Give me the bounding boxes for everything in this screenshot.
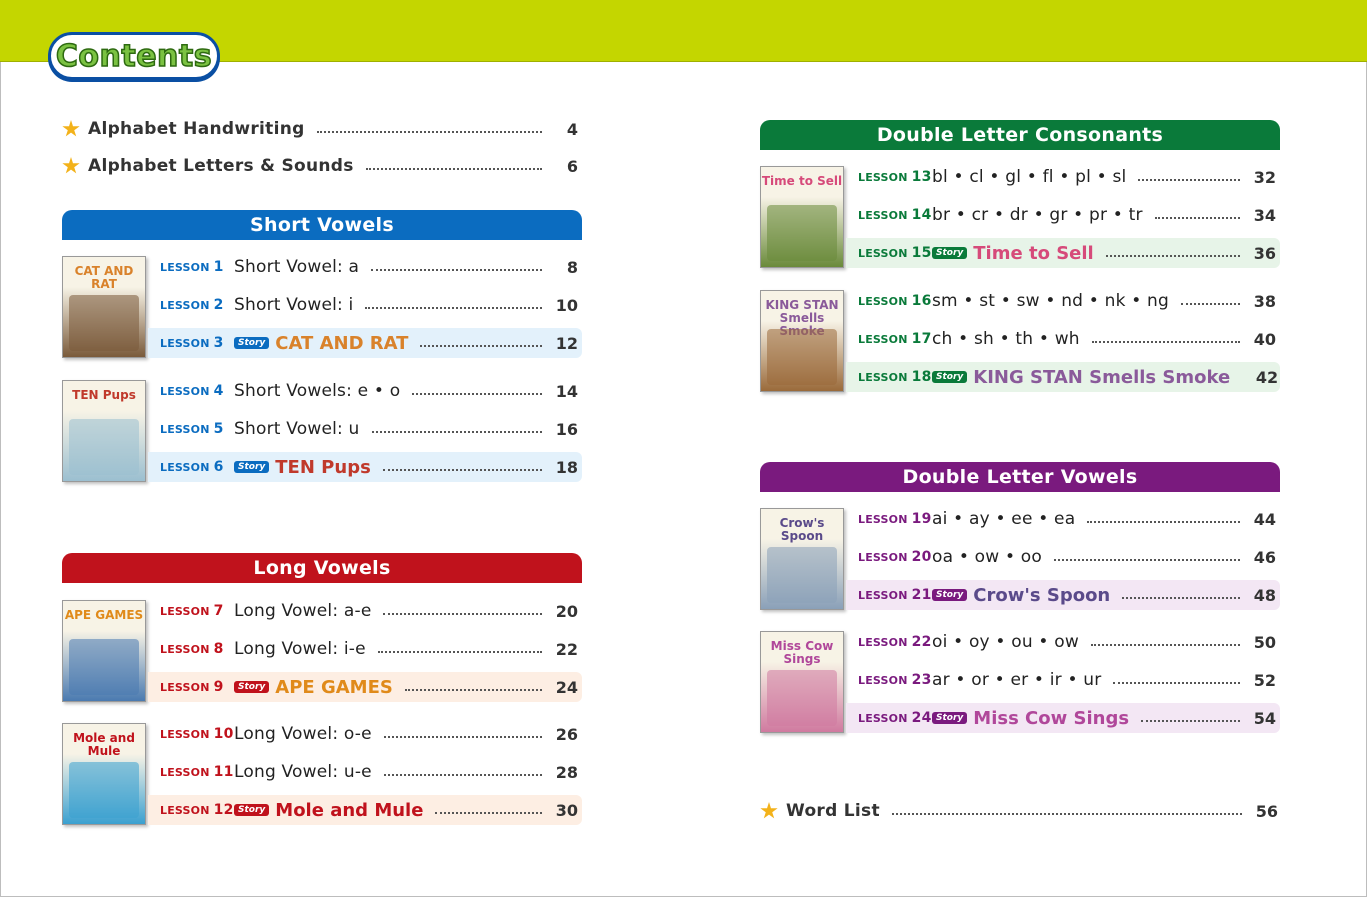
lesson-label [160, 297, 226, 313]
lesson-word: LESSON [858, 333, 908, 346]
dot-leader [384, 774, 542, 776]
book-cover [760, 508, 844, 610]
story-badge: Story [234, 804, 269, 816]
lesson-title: br • cr • dr • gr • pr • tr [932, 205, 1143, 225]
lesson-number: 17 [911, 331, 932, 347]
lesson-page: 48 [1253, 585, 1276, 605]
lesson-number: 10 [213, 726, 234, 742]
lesson-word: LESSON [160, 299, 210, 312]
dot-leader [372, 431, 542, 433]
lesson-label [160, 259, 226, 275]
lesson-row-story[interactable] [148, 328, 582, 358]
dot-leader [1091, 644, 1240, 646]
dot-leader [365, 307, 542, 309]
lesson-page: 12 [555, 333, 578, 353]
lesson-row[interactable] [846, 200, 1280, 230]
dot-leader [383, 613, 542, 615]
book-cover-title: Miss Cow Sings [770, 639, 834, 667]
lesson-page: 46 [1253, 547, 1276, 567]
lesson-label [160, 679, 226, 695]
section-header [62, 553, 582, 583]
lesson-label [160, 726, 234, 742]
lesson-label [160, 459, 226, 475]
lesson-word: LESSON [160, 643, 210, 656]
lesson-page: 36 [1253, 243, 1276, 263]
lesson-row-story[interactable] [846, 238, 1280, 268]
lesson-page: 44 [1253, 509, 1276, 529]
dot-leader [384, 736, 542, 738]
lesson-row[interactable] [846, 504, 1280, 534]
story-title: KING STAN Smells Smoke [973, 366, 1231, 388]
dot-leader [1181, 303, 1240, 305]
lesson-label [858, 293, 932, 309]
story-title: Crow's Spoon [973, 584, 1111, 606]
contents-badge [48, 32, 220, 80]
section-title: Short Vowels [250, 214, 394, 236]
lesson-page: 28 [555, 762, 578, 782]
lesson-label [858, 634, 932, 650]
lesson-number: 2 [213, 297, 224, 313]
book-cover-illustration [69, 419, 139, 475]
lesson-title: ai • ay • ee • ea [932, 509, 1076, 529]
dot-leader [1087, 521, 1240, 523]
lesson-label [160, 764, 234, 780]
section-title: Long Vowels [253, 557, 391, 579]
lesson-label [160, 802, 234, 818]
lesson-label [858, 169, 932, 185]
book-cover-illustration [767, 205, 837, 261]
toc-entry-page: 6 [566, 156, 578, 176]
lesson-page: 20 [555, 601, 578, 621]
lesson-row[interactable] [148, 757, 582, 787]
lesson-label [160, 335, 226, 351]
lesson-number: 19 [911, 511, 932, 527]
lesson-title: Short Vowel: u [234, 419, 360, 439]
book-cover-title: Time to Sell [761, 174, 843, 188]
lesson-number: 20 [911, 549, 932, 565]
dot-leader [1122, 597, 1240, 599]
dot-leader [435, 812, 542, 814]
story-badge: Story [234, 681, 269, 693]
lesson-label [160, 641, 226, 657]
lesson-label [858, 710, 932, 726]
lesson-number: 15 [911, 245, 932, 261]
lesson-page: 24 [555, 677, 578, 697]
lesson-word: LESSON [858, 295, 908, 308]
lesson-title: Long Vowel: i-e [234, 639, 366, 659]
lesson-title: Long Vowel: a-e [234, 601, 372, 621]
lesson-row-story[interactable] [846, 703, 1280, 733]
lesson-number: 21 [911, 587, 932, 603]
book-cover-title: CAT AND RAT [74, 264, 134, 292]
lesson-title: oi • oy • ou • ow [932, 632, 1079, 652]
lesson-word: LESSON [858, 674, 908, 687]
lesson-word: LESSON [858, 551, 908, 564]
book-cover-illustration [767, 547, 837, 603]
book-cover [62, 600, 146, 702]
book-cover-illustration [69, 295, 139, 351]
lesson-word: LESSON [160, 804, 210, 817]
lesson-label [858, 549, 932, 565]
lesson-title: bl • cl • gl • fl • pl • sl [932, 167, 1127, 187]
lesson-word: LESSON [160, 681, 210, 694]
lesson-number: 14 [911, 207, 932, 223]
lesson-number: 11 [213, 764, 234, 780]
story-badge: Story [932, 247, 967, 259]
lesson-word: LESSON [160, 261, 210, 274]
lesson-word: LESSON [160, 766, 210, 779]
lesson-page: 52 [1253, 670, 1276, 690]
toc-entry-page: 56 [1255, 801, 1278, 821]
section-header [62, 210, 582, 240]
book-cover-title: Mole and Mule [73, 731, 135, 759]
dot-leader [1092, 341, 1240, 343]
lesson-row[interactable] [148, 252, 582, 282]
dot-leader [1113, 682, 1240, 684]
lesson-page: 22 [555, 639, 578, 659]
lesson-number: 5 [213, 421, 224, 437]
dot-leader [1141, 720, 1240, 722]
lesson-page: 54 [1253, 708, 1276, 728]
lesson-page: 42 [1255, 367, 1279, 387]
story-badge: Story [932, 712, 967, 724]
book-cover-illustration [69, 639, 139, 695]
lesson-label [858, 245, 932, 261]
story-title: Mole and Mule [275, 799, 424, 821]
lesson-word: LESSON [858, 589, 908, 602]
lesson-word: LESSON [160, 385, 210, 398]
lesson-number: 22 [911, 634, 932, 650]
book-cover [760, 166, 844, 268]
dot-leader [317, 131, 542, 133]
lesson-number: 16 [911, 293, 932, 309]
lesson-number: 12 [213, 802, 234, 818]
section-title: Double Letter Consonants [876, 124, 1164, 146]
section-title: Double Letter Vowels [902, 466, 1138, 488]
lesson-word: LESSON [160, 728, 210, 741]
book-cover-illustration [767, 670, 837, 726]
lesson-label [858, 207, 932, 223]
story-badge: Story [234, 337, 269, 349]
lesson-word: LESSON [160, 337, 210, 350]
lesson-number: 6 [213, 459, 224, 475]
lesson-number: 1 [213, 259, 224, 275]
dot-leader [412, 393, 542, 395]
lesson-label [858, 587, 932, 603]
lesson-row-story[interactable] [148, 452, 582, 482]
lesson-title: ar • or • er • ir • ur [932, 670, 1102, 690]
lesson-number: 8 [213, 641, 224, 657]
section-header [760, 120, 1280, 150]
toc-entry-title: Alphabet Handwriting [88, 119, 305, 139]
story-title: Time to Sell [973, 242, 1094, 264]
lesson-word: LESSON [858, 371, 908, 384]
lesson-word: LESSON [858, 636, 908, 649]
lesson-row[interactable] [846, 162, 1280, 192]
lesson-title: Short Vowel: i [234, 295, 354, 315]
lesson-word: LESSON [858, 513, 908, 526]
book-cover [62, 256, 146, 358]
lesson-title: Long Vowel: u-e [234, 762, 372, 782]
lesson-title: oa • ow • oo [932, 547, 1042, 567]
section-header [760, 462, 1280, 492]
toc-entry-page: 4 [566, 119, 578, 139]
star-icon [62, 120, 80, 138]
lesson-word: LESSON [858, 209, 908, 222]
book-cover-illustration [767, 329, 837, 385]
story-title: Miss Cow Sings [973, 707, 1130, 729]
lesson-row[interactable] [148, 634, 582, 664]
dot-leader [378, 651, 542, 653]
toc-entry-alphabet-letters-sounds[interactable] [62, 153, 578, 179]
lesson-row[interactable] [846, 286, 1280, 316]
lesson-page: 30 [555, 800, 578, 820]
lesson-word: LESSON [160, 461, 210, 474]
dot-leader [1054, 559, 1240, 561]
dot-leader [420, 345, 542, 347]
lesson-row[interactable] [148, 719, 582, 749]
lesson-number: 9 [213, 679, 224, 695]
lesson-row-story[interactable] [846, 362, 1280, 392]
lesson-title: Short Vowels: e • o [234, 381, 401, 401]
book-cover-title: APE GAMES [64, 608, 144, 622]
book-cover-illustration [69, 762, 139, 818]
lesson-label [858, 672, 932, 688]
lesson-number: 7 [213, 603, 224, 619]
book-cover [62, 380, 146, 482]
story-title: TEN Pups [275, 456, 371, 478]
story-badge: Story [932, 371, 967, 383]
lesson-row-story[interactable] [148, 672, 582, 702]
book-cover-title: KING STAN Smells [765, 298, 839, 326]
dot-leader [405, 689, 542, 691]
lesson-title: Long Vowel: o-e [234, 724, 372, 744]
book-cover [760, 631, 844, 733]
lesson-word: LESSON [160, 605, 210, 618]
lesson-word: LESSON [160, 423, 210, 436]
lesson-label [858, 369, 932, 385]
lesson-word: LESSON [858, 712, 908, 725]
lesson-row-story[interactable] [846, 580, 1280, 610]
dot-leader [366, 168, 542, 170]
lesson-title: sm • st • sw • nd • nk • ng [932, 291, 1170, 311]
lesson-page: 32 [1253, 167, 1276, 187]
dot-leader [892, 813, 1242, 815]
page-title: Contents [55, 38, 213, 74]
star-icon [760, 802, 778, 820]
lesson-page: 26 [555, 724, 578, 744]
lesson-title: ch • sh • th • wh [932, 329, 1080, 349]
lesson-label [160, 421, 226, 437]
lesson-label [160, 383, 226, 399]
lesson-number: 13 [911, 169, 932, 185]
lesson-number: 23 [911, 672, 932, 688]
book-cover-title: Crow's Spoon [779, 516, 825, 544]
toc-entry-title: Word List [786, 801, 880, 821]
lesson-row[interactable] [846, 542, 1280, 572]
lesson-row[interactable] [148, 290, 582, 320]
lesson-page: 40 [1253, 329, 1276, 349]
lesson-page: 14 [555, 381, 578, 401]
toc-entry-title: Alphabet Letters & Sounds [88, 156, 354, 176]
story-title: CAT AND RAT [275, 332, 409, 354]
lesson-number: 3 [213, 335, 224, 351]
lesson-row[interactable] [846, 324, 1280, 354]
lesson-label [858, 511, 932, 527]
toc-entry-word-list[interactable] [760, 798, 1278, 824]
lesson-label [160, 603, 226, 619]
dot-leader [383, 469, 542, 471]
lesson-page: 50 [1253, 632, 1276, 652]
dot-leader [371, 269, 542, 271]
lesson-page: 38 [1253, 291, 1276, 311]
book-cover-title: TEN Pups [72, 388, 136, 402]
lesson-row[interactable] [846, 627, 1280, 657]
book-cover [62, 723, 146, 825]
toc-entry-alphabet-handwriting[interactable] [62, 116, 578, 142]
story-badge: Story [932, 589, 967, 601]
lesson-number: 24 [911, 710, 932, 726]
book-cover [760, 290, 844, 392]
lesson-row-story[interactable] [148, 795, 582, 825]
lesson-number: 18 [911, 369, 932, 385]
lesson-word: LESSON [858, 247, 908, 260]
star-icon [62, 157, 80, 175]
lesson-label [858, 331, 932, 347]
lesson-row[interactable] [846, 665, 1280, 695]
lesson-row[interactable] [148, 596, 582, 626]
lesson-title: Short Vowel: a [234, 257, 360, 277]
lesson-word: LESSON [858, 171, 908, 184]
lesson-row[interactable] [148, 414, 582, 444]
lesson-page: 18 [555, 457, 578, 477]
lesson-number: 4 [213, 383, 224, 399]
lesson-page: 10 [555, 295, 578, 315]
lesson-page: 34 [1253, 205, 1276, 225]
lesson-page: 8 [566, 257, 578, 277]
lesson-row[interactable] [148, 376, 582, 406]
dot-leader [1138, 179, 1240, 181]
story-badge: Story [234, 461, 269, 473]
dot-leader [1106, 255, 1240, 257]
lesson-page: 16 [555, 419, 578, 439]
dot-leader [1155, 217, 1240, 219]
story-title: APE GAMES [275, 676, 393, 698]
